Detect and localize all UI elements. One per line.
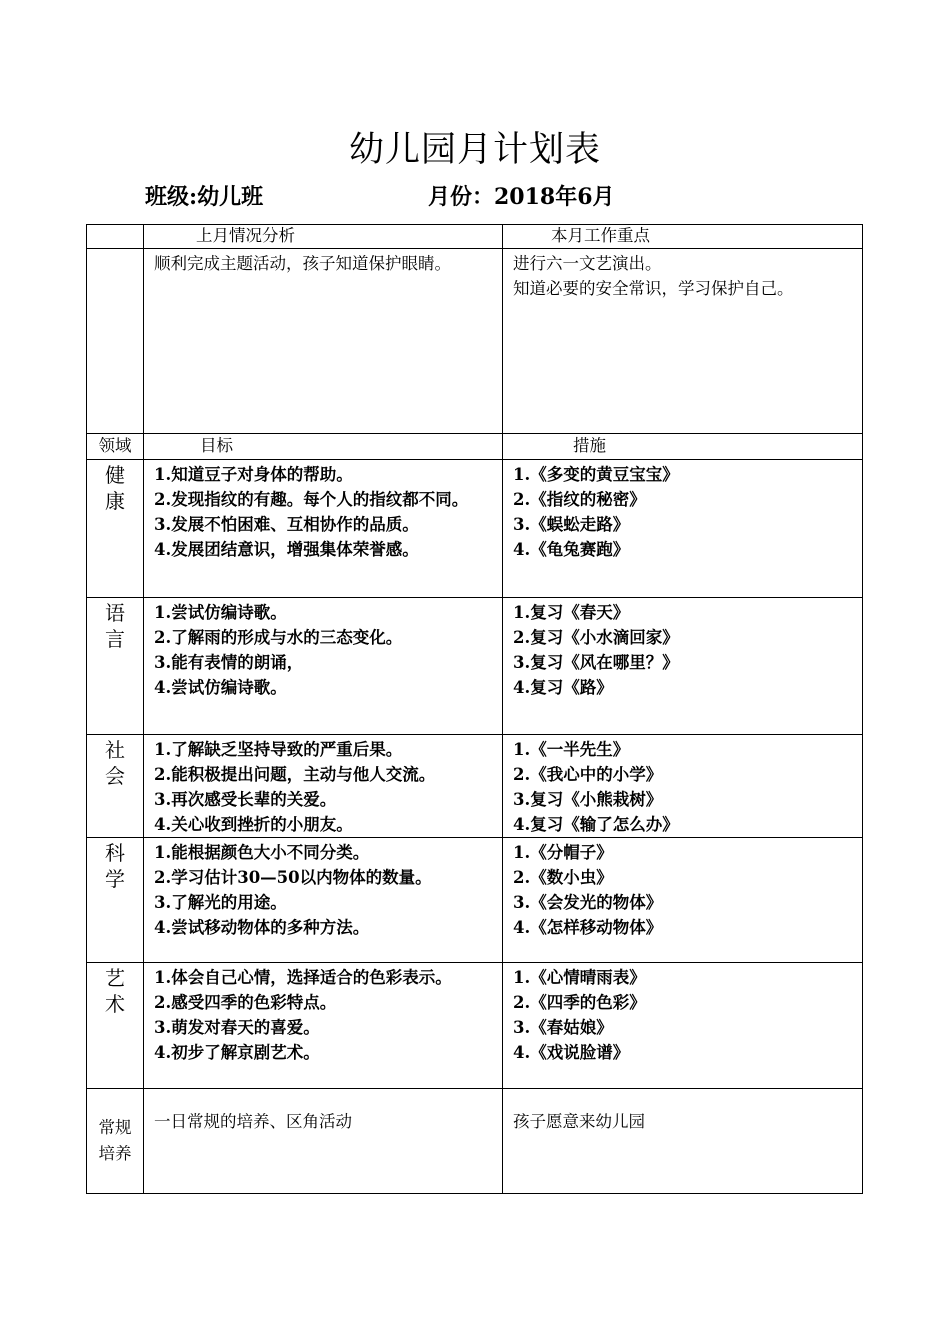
measure-item: 2.《指纹的秘密》: [513, 490, 646, 509]
domain-measures: [503, 598, 863, 735]
domain-name: [87, 838, 144, 963]
routine-goal-text: 一日常规的培养、区角活动: [154, 1112, 352, 1131]
goal-item: 4.发展团结意识，增强集体荣誉感。: [154, 540, 419, 559]
goal-item: 1.体会自己心情，选择适合的色彩表示。: [154, 968, 452, 987]
measure-item: 3.复习《小熊栽树》: [513, 790, 663, 809]
domain-name: [87, 598, 144, 735]
measure-item: 1.《一半先生》: [513, 740, 630, 759]
header-measures: 措施: [503, 434, 863, 460]
goal-item: 2.感受四季的色彩特点。: [154, 993, 337, 1012]
focus-line: 进行六一文艺演出。: [513, 254, 662, 273]
measure-item: 1.复习《春天》: [513, 603, 630, 622]
page-title: 幼儿园月计划表: [348, 130, 601, 170]
domain-char: 言: [105, 627, 125, 651]
measure-item: 1.《心情晴雨表》: [513, 968, 646, 987]
header-domain: 领域: [87, 434, 144, 460]
domain-row-health: [87, 460, 863, 598]
domain-goals: [144, 838, 503, 963]
domain-name: [87, 735, 144, 838]
measure-item: 2.《四季的色彩》: [513, 993, 646, 1012]
routine-goal: [144, 1089, 503, 1194]
measure-item: 4.《怎样移动物体》: [513, 918, 663, 937]
header-focus: 本月工作重点: [503, 225, 863, 249]
domain-row-science: [87, 838, 863, 963]
domain-char: 健: [105, 463, 125, 487]
measure-item: 2.《我心中的小学》: [513, 765, 663, 784]
routine-name-line: 常规: [98, 1118, 132, 1137]
routine-measure: [503, 1089, 863, 1194]
month-label: 月份：2018年6月: [428, 184, 615, 210]
goal-item: 2.能积极提出问题，主动与他人交流。: [154, 765, 436, 784]
monthly-plan-table: [86, 224, 863, 1194]
last-month-analysis: [144, 249, 503, 434]
goal-item: 2.学习估计30—50以内物体的数量。: [154, 868, 432, 887]
measure-item: 3.《蜈蚣走路》: [513, 515, 630, 534]
domain-measures: [503, 838, 863, 963]
analysis-text: 顺利完成主题活动，孩子知道保护眼睛。: [154, 254, 451, 273]
domain-char: 语: [105, 601, 125, 625]
measure-item: 1.《分帽子》: [513, 843, 613, 862]
header-row: [87, 225, 863, 249]
domain-char: 康: [105, 489, 125, 513]
goal-item: 4.初步了解京剧艺术。: [154, 1043, 320, 1062]
header-row-2: [87, 434, 863, 460]
domain-measures: [503, 735, 863, 838]
goal-item: 2.发现指纹的有趣。每个人的指纹都不同。: [154, 490, 469, 509]
measure-item: 4.《龟兔赛跑》: [513, 540, 630, 559]
header-last-month: 上月情况分析: [144, 225, 503, 249]
plan-row: [87, 249, 863, 434]
goal-item: 3.能有表情的朗诵，: [154, 653, 304, 672]
goal-item: 4.尝试仿编诗歌。: [154, 678, 287, 697]
domain-goals: [144, 963, 503, 1089]
goal-item: 3.发展不怕困难、互相协作的品质。: [154, 515, 419, 534]
month-focus: [503, 249, 863, 434]
class-label: 班级:幼儿班: [145, 184, 264, 210]
measure-item: 3.复习《风在哪里？》: [513, 653, 679, 672]
measure-item: 1.《多变的黄豆宝宝》: [513, 465, 679, 484]
routine-measure-text: 孩子愿意来幼儿园: [513, 1112, 645, 1131]
plan-empty-cell: [87, 249, 144, 434]
goal-item: 1.能根据颜色大小不同分类。: [154, 843, 370, 862]
domain-char: 艺: [105, 966, 125, 990]
measure-item: 4.《戏说脸谱》: [513, 1043, 630, 1062]
goal-item: 2.了解雨的形成与水的三态变化。: [154, 628, 403, 647]
goal-item: 3.再次感受长辈的关爱。: [154, 790, 337, 809]
domain-goals: [144, 598, 503, 735]
goal-item: 4.关心收到挫折的小朋友。: [154, 815, 353, 834]
goal-item: 3.萌发对春天的喜爱。: [154, 1018, 320, 1037]
goal-item: 1.尝试仿编诗歌。: [154, 603, 287, 622]
measure-item: 3.《春姑娘》: [513, 1018, 613, 1037]
goal-item: 4.尝试移动物体的多种方法。: [154, 918, 370, 937]
domain-name: [87, 963, 144, 1089]
focus-line: 知道必要的安全常识，学习保护自己。: [513, 279, 794, 298]
domain-char: 社: [105, 738, 125, 762]
domain-measures: [503, 460, 863, 598]
domain-char: 术: [105, 992, 125, 1016]
measure-item: 2.《数小虫》: [513, 868, 613, 887]
domain-row-language: [87, 598, 863, 735]
goal-item: 1.知道豆子对身体的帮助。: [154, 465, 353, 484]
domain-row-social: [87, 735, 863, 838]
header-goals: 目标: [144, 434, 503, 460]
domain-goals: [144, 460, 503, 598]
domain-row-art: [87, 963, 863, 1089]
domain-char: 科: [105, 841, 125, 865]
domain-goals: [144, 735, 503, 838]
domain-char: 会: [105, 764, 125, 788]
domain-measures: [503, 963, 863, 1089]
measure-item: 4.复习《输了怎么办》: [513, 815, 679, 834]
routine-name-line: 培养: [98, 1144, 132, 1163]
routine-name: [87, 1089, 144, 1194]
measure-item: 2.复习《小水滴回家》: [513, 628, 679, 647]
measure-item: 4.复习《路》: [513, 678, 613, 697]
domain-name: [87, 460, 144, 598]
measure-item: 3.《会发光的物体》: [513, 893, 663, 912]
header-empty-cell: [87, 225, 144, 249]
goal-item: 3.了解光的用途。: [154, 893, 287, 912]
goal-item: 1.了解缺乏坚持导致的严重后果。: [154, 740, 403, 759]
domain-char: 学: [105, 867, 125, 891]
routine-row: [87, 1089, 863, 1194]
